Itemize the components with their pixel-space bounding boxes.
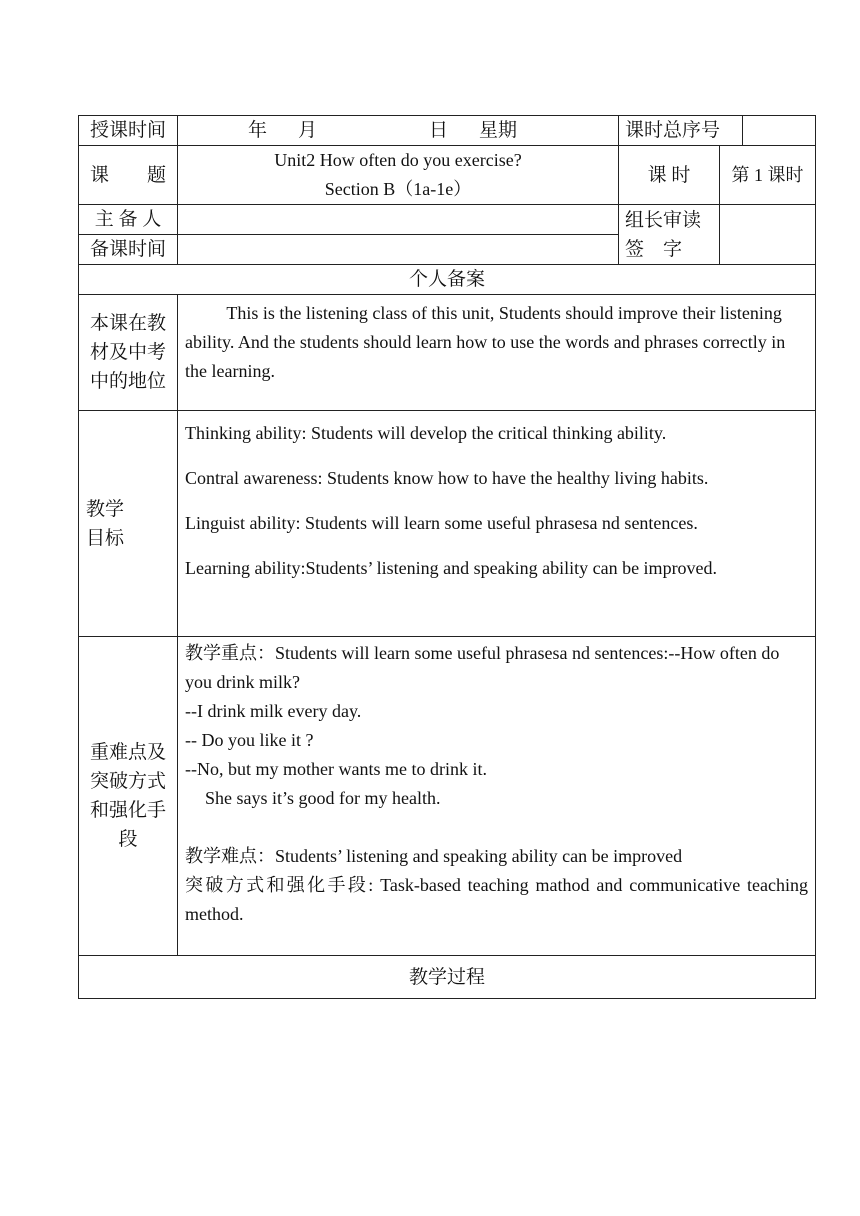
method-line: 突破方式和强化手段: Task-based teaching mathod and communicative teaching method.	[185, 875, 809, 924]
review-label-cell	[619, 205, 720, 265]
process-heading: 教学过程	[79, 956, 816, 999]
topic-title-cell	[178, 146, 619, 205]
personal-plan-row	[79, 265, 816, 295]
dialog-line: --No, but my mother wants me to drink it.	[185, 759, 487, 779]
objective-item: Contral awareness: Students know how to have the healthy living habits.	[185, 468, 709, 488]
dialog-line: She says it’s good for my health.	[205, 788, 441, 808]
topic-title-line2: Section B（1a-1e）	[324, 179, 472, 199]
dialog-line: --I drink milk every day.	[185, 701, 362, 721]
difficulty-line: 教学难点：Students’ listening and speaking ability can be improved	[185, 846, 683, 866]
day-label: 日	[429, 120, 449, 141]
key-points-label: 重难点及突破方式和强化手段	[79, 637, 178, 956]
review-label-line2: 签 字	[625, 238, 683, 260]
dialog-line: -- Do you like it ?	[185, 730, 314, 750]
objective-item: Learning ability:Students’ listening and speaking ability can be improved.	[185, 558, 718, 578]
period-label: 课 时	[619, 146, 720, 205]
key-points-row	[79, 637, 816, 956]
process-row	[79, 956, 816, 999]
weekday-label: 星期	[479, 120, 518, 141]
objectives-row	[79, 411, 816, 637]
review-label-line1: 组长审读	[625, 209, 702, 231]
spacer	[185, 813, 808, 842]
review-value[interactable]	[720, 205, 816, 265]
key-point-line: 教学重点：Students will learn some useful phrasesa nd sentences:--How often do you drink milk?	[185, 643, 780, 692]
teach-time-label: 授课时间	[79, 116, 178, 146]
lesson-plan-table	[78, 115, 816, 999]
lesson-seq-value[interactable]	[743, 116, 816, 146]
objective-item: Thinking ability: Students will develop the critical thinking ability.	[185, 423, 667, 443]
position-row	[79, 295, 816, 411]
preparer-row	[79, 205, 816, 235]
objectives-list	[178, 411, 816, 637]
personal-plan-heading: 个人备案	[79, 265, 816, 295]
preparer-value[interactable]	[178, 205, 619, 235]
prep-time-value[interactable]	[178, 235, 619, 265]
objective-item: Linguist ability: Students will learn some useful phrasesa nd sentences.	[185, 513, 698, 533]
prep-time-label: 备课时间	[79, 235, 178, 265]
topic-label: 课 题	[79, 146, 178, 205]
preparer-label: 主 备 人	[79, 205, 178, 235]
position-text-cell	[178, 295, 816, 411]
position-label: 本课在教材及中考中的地位	[79, 295, 178, 411]
objectives-label-line2: 目标	[86, 527, 125, 549]
topic-title-line1: Unit2 How often do you exercise?	[274, 150, 522, 170]
month-label: 月	[298, 120, 318, 141]
lesson-seq-label: 课时总序号	[619, 116, 743, 146]
year-label: 年	[248, 120, 268, 141]
key-points-cell	[178, 637, 816, 956]
period-value: 第 1 课时	[720, 146, 816, 205]
objectives-label-cell	[79, 411, 178, 637]
topic-row	[79, 146, 816, 205]
teach-date-cell	[178, 116, 619, 146]
teach-time-row	[79, 116, 816, 146]
position-text: This is the listening class of this unit, Students should improve their listening ability. And the students should learn how to use the words and phrases correctly in the learning.	[185, 303, 786, 381]
objectives-label-line1: 教学	[86, 498, 125, 520]
